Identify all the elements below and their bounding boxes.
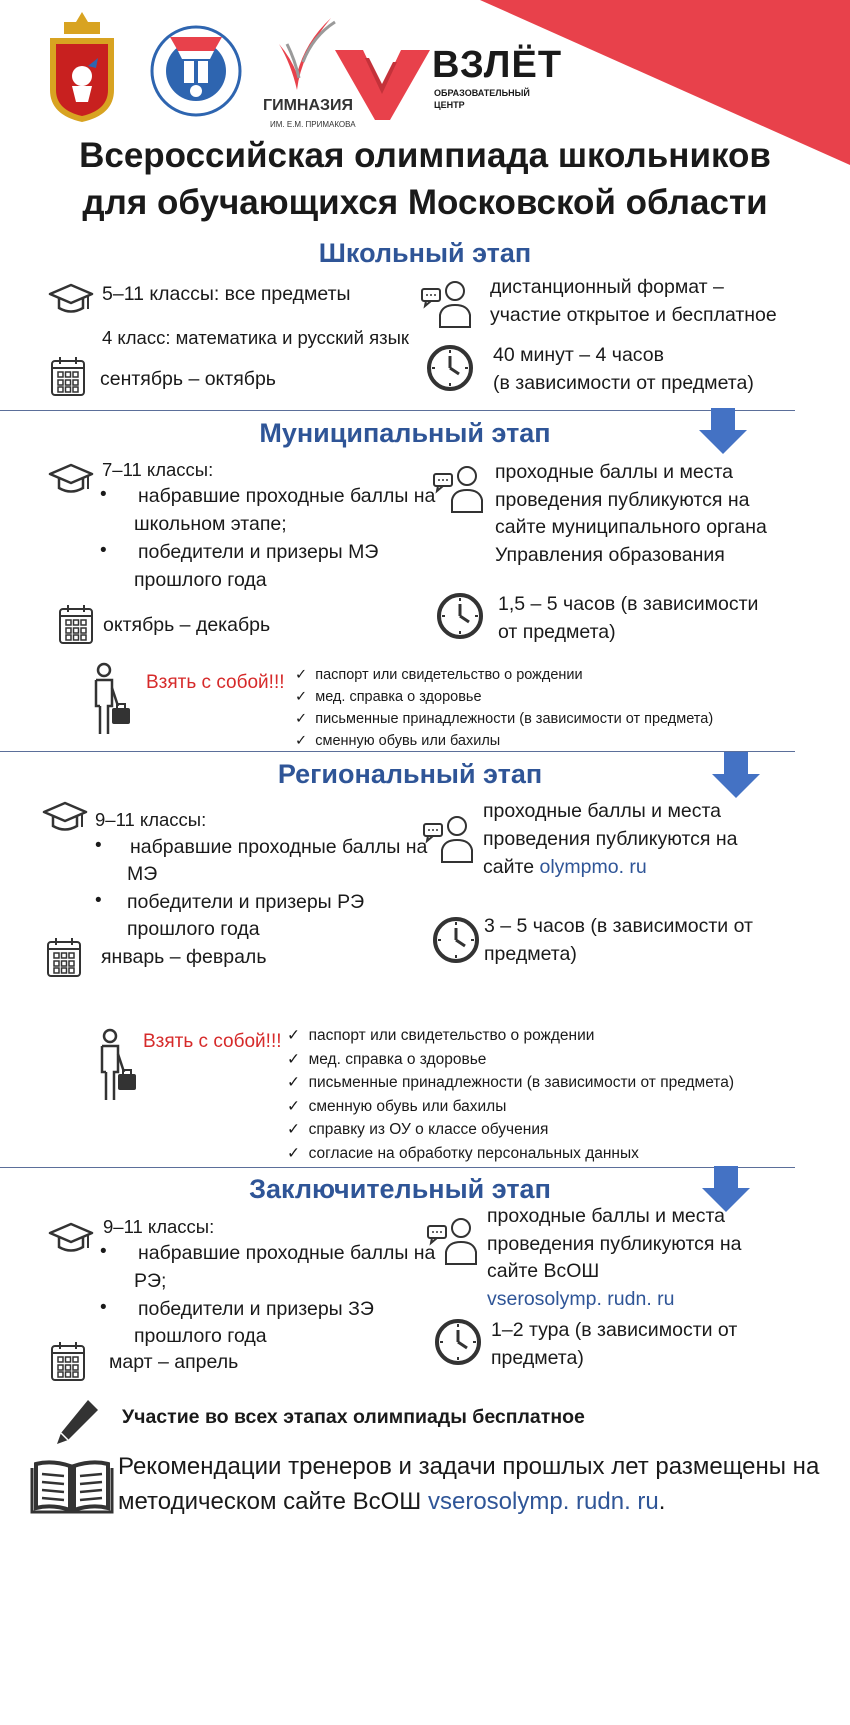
- final-bullet-2-line-2: прошлого года: [134, 1325, 267, 1347]
- vzlet-logo: [335, 50, 430, 120]
- final-info-2: проведения публикуются на: [487, 1233, 742, 1255]
- school-dates: сентябрь – октябрь: [100, 368, 276, 390]
- chat-person-icon: [426, 1214, 478, 1266]
- municipal-bullet-1-line-2: школьном этапе;: [134, 513, 287, 535]
- checklist-item: ✓ паспорт или свидетельство о рождении: [295, 667, 583, 683]
- clock-icon: [432, 916, 480, 964]
- checklist-item: ✓ согласие на обработку персональных данных: [287, 1144, 639, 1162]
- pencil-icon: [54, 1398, 100, 1446]
- vzlet-subtitle-2: ЦЕНТР: [434, 100, 465, 110]
- regional-time-1: 3 – 5 часов (в зависимости от: [484, 915, 753, 937]
- municipal-bullet-2-line-2: прошлого года: [134, 569, 267, 591]
- graduation-cap-icon: [48, 1221, 94, 1257]
- municipal-info-2: проведения публикуются на: [495, 489, 750, 511]
- final-dates: март – апрель: [109, 1351, 239, 1373]
- divider-3: [0, 1167, 795, 1168]
- municipal-bullet-1-line-1: набравшие проходные баллы на: [138, 485, 436, 507]
- bullet: •: [100, 1297, 107, 1318]
- gymnasium-name: ГИМНАЗИЯ: [263, 97, 354, 114]
- regional-time-2: предмета): [484, 943, 577, 965]
- regional-stage-heading: Региональный этап: [277, 759, 543, 789]
- municipal-bring-label: Взять с собой!!!: [146, 672, 285, 693]
- bullet: •: [95, 835, 102, 856]
- municipal-bullet-2-line-1: победители и призеры МЭ: [138, 541, 379, 563]
- graduation-cap-icon: [48, 282, 94, 318]
- final-site-link[interactable]: vserosolymp. rudn. ru: [487, 1288, 675, 1310]
- divider-2: [0, 751, 795, 752]
- school-time-1: 40 минут – 4 часов: [493, 344, 664, 366]
- bullet: •: [100, 484, 107, 505]
- clock-icon: [434, 1318, 482, 1366]
- olympiad-logo: [150, 25, 242, 117]
- municipal-grades: 7–11 классы:: [102, 459, 214, 480]
- divider-1: [0, 410, 795, 411]
- page-title-line-2: для обучающихся Московской области: [82, 183, 768, 222]
- municipal-info-4: Управления образования: [495, 544, 725, 566]
- municipal-time-1: 1,5 – 5 часов (в зависимости: [498, 593, 759, 615]
- checklist-item: ✓ справку из ОУ о классе обучения: [287, 1121, 549, 1138]
- checklist-item: ✓ мед. справка о здоровье: [295, 689, 482, 705]
- municipal-dates: октябрь – декабрь: [103, 614, 271, 636]
- chat-person-icon: [422, 812, 474, 864]
- coat-of-arms-logo: [42, 10, 122, 125]
- clock-icon: [436, 592, 484, 640]
- final-bullet-1-line-2: РЭ;: [134, 1270, 167, 1292]
- school-stage-heading: Школьный этап: [318, 238, 532, 268]
- footer-rec-suffix: .: [658, 1488, 666, 1515]
- vzlet-subtitle-1: ОБРАЗОВАТЕЛЬНЫЙ: [434, 88, 530, 98]
- regional-bullet-2-line-2: прошлого года: [127, 918, 260, 940]
- final-bullet-2-line-1: победители и призеры ЗЭ: [138, 1298, 374, 1320]
- regional-checklist: [287, 1024, 734, 1165]
- traveler-with-suitcase-icon: [90, 662, 134, 736]
- vzlet-name: ВЗЛЁТ: [432, 44, 563, 86]
- school-grades: 5–11 классы: все предметы: [102, 283, 351, 305]
- regional-info-2: проведения публикуются на: [483, 828, 738, 850]
- calendar-icon: [50, 355, 86, 397]
- clock-icon: [426, 344, 474, 392]
- regional-bullet-1-line-1: набравшие проходные баллы на: [130, 836, 428, 858]
- municipal-info-3: сайте муниципального органа: [495, 516, 767, 538]
- checklist-item: ✓ сменную обувь или бахилы: [295, 733, 501, 749]
- page-title-line-1: Всероссийская олимпиада школьников: [79, 136, 771, 175]
- regional-site-link[interactable]: olympmo. ru: [539, 856, 647, 878]
- regional-info-1: проходные баллы и места: [483, 800, 722, 822]
- checklist-item: ✓ мед. справка о здоровье: [287, 1050, 487, 1068]
- gymnasium-logo: [275, 14, 335, 92]
- regional-bullet-2-line-1: победители и призеры РЭ: [127, 891, 365, 913]
- municipal-stage-heading: Муниципальный этап: [259, 418, 551, 448]
- checklist-item: ✓ письменные принадлежности (в зависимости от предмета): [295, 711, 714, 727]
- checklist-item: ✓ сменную обувь или бахилы: [287, 1097, 507, 1115]
- municipal-checklist: [295, 664, 713, 752]
- checklist-item: ✓ письменные принадлежности (в зависимости от предмета): [287, 1074, 735, 1091]
- final-time-1: 1–2 тура (в зависимости от: [491, 1319, 738, 1341]
- school-format-2: участие открытое и бесплатное: [490, 304, 777, 326]
- municipal-info-1: проходные баллы и места: [495, 461, 734, 483]
- checklist-item: ✓ паспорт или свидетельство о рождении: [287, 1027, 595, 1044]
- final-time-2: предмета): [491, 1347, 584, 1369]
- bullet: •: [100, 540, 107, 561]
- traveler-with-suitcase-icon: [96, 1028, 140, 1102]
- regional-info-3: [483, 852, 647, 882]
- graduation-cap-icon: [42, 800, 88, 836]
- bullet: •: [95, 890, 102, 911]
- municipal-time-2: от предмета): [498, 621, 616, 643]
- gymnasium-subtitle: ИМ. Е.М. ПРИМАКОВА: [270, 120, 356, 129]
- school-time-2: (в зависимости от предмета): [493, 372, 754, 394]
- calendar-icon: [50, 1340, 86, 1382]
- footer-rec-prefix: методическом сайте ВсОШ: [118, 1488, 428, 1515]
- calendar-icon: [46, 936, 82, 978]
- school-format-1: дистанционный формат –: [490, 276, 724, 298]
- footer-site-link[interactable]: vserosolymp. rudn. ru: [427, 1488, 659, 1515]
- regional-dates: январь – февраль: [101, 946, 267, 968]
- final-stage-heading: Заключительный этап: [249, 1174, 551, 1204]
- footer-free-participation: Участие во всех этапах олимпиады бесплатное: [122, 1406, 585, 1428]
- regional-bring-label: Взять с собой!!!: [143, 1031, 282, 1052]
- regional-bullet-1-line-2: МЭ: [127, 863, 158, 885]
- regional-info-3-text: сайте: [483, 856, 540, 878]
- final-info-1: проходные баллы и места: [487, 1205, 726, 1227]
- open-book-icon: [32, 1458, 112, 1514]
- calendar-icon: [58, 603, 94, 645]
- footer-recommendations-1: Рекомендации тренеров и задачи прошлых лет размещены на: [118, 1453, 820, 1480]
- graduation-cap-icon: [48, 462, 94, 498]
- school-grade-4: 4 класс: математика и русский язык: [102, 327, 409, 348]
- chat-person-icon: [420, 277, 472, 329]
- final-grades: 9–11 классы:: [103, 1216, 215, 1237]
- bullet: •: [100, 1241, 107, 1262]
- regional-grades: 9–11 классы:: [95, 809, 207, 830]
- footer-recommendations-2: [118, 1485, 665, 1519]
- final-bullet-1-line-1: набравшие проходные баллы на: [138, 1242, 436, 1264]
- final-info-3: сайте ВсОШ: [487, 1260, 600, 1282]
- chat-person-icon: [432, 462, 484, 514]
